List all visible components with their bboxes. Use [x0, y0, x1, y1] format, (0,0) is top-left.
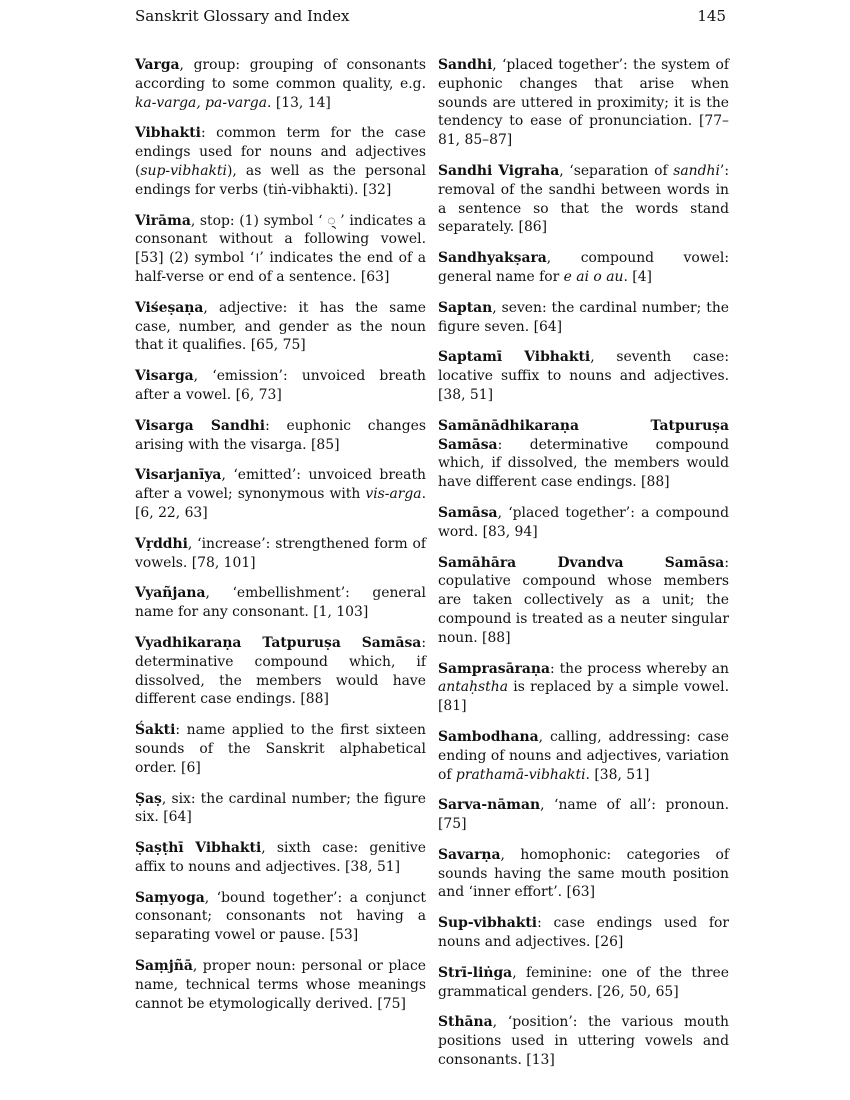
- glossary-term: Sandhi: [438, 57, 493, 73]
- glossary-term: Vyadhikaraṇa Tatpuruṣa Samāsa: [135, 634, 422, 651]
- glossary-term: Visarga: [135, 368, 194, 385]
- glossary-term: Samprasāraṇa: [438, 660, 551, 677]
- glossary-definition: , ‘separation of: [559, 162, 674, 179]
- glossary-entry: [135, 634, 426, 709]
- glossary-entry: [135, 790, 426, 828]
- running-title: Sanskrit Glossary and Index: [135, 7, 350, 25]
- glossary-entry: [135, 839, 426, 877]
- glossary-entry: [438, 417, 729, 492]
- glossary-term: Virāma: [135, 212, 191, 229]
- glossary-term: Sambodhana: [438, 728, 539, 745]
- glossary-italic-term: sup-vibhakti: [140, 162, 227, 179]
- glossary-definition-tail: . [13, 14]: [266, 94, 331, 111]
- glossary-definition: , calling, addressing: case ending of nouns and adjectives, variation of: [438, 728, 729, 783]
- glossary-entry: [135, 212, 426, 287]
- glossary-definition: : common term for the case endings used for nouns and adjectives (: [135, 125, 426, 179]
- glossary-definition: , feminine: one of the three grammatical genders. [26, 50, 65]: [438, 964, 729, 1000]
- glossary-column-left: [135, 56, 426, 1025]
- glossary-definition: , sixth case: genitive affix to nouns and adjectives. [38, 51]: [135, 840, 427, 875]
- glossary-column-right: [438, 56, 729, 1082]
- glossary-entry: [135, 535, 426, 573]
- glossary-definition: : the process whereby an: [550, 660, 729, 677]
- glossary-definition: : determinative compound which, if dissolved, the members would have different case endings. [88]: [438, 436, 729, 491]
- glossary-term: Saṃyoga: [135, 889, 205, 906]
- glossary-definition: , ‘placed together’: a compound word. [83, 94]: [438, 504, 729, 540]
- glossary-definition: , ‘position’: the various mouth positions used in uttering vowels and consonants. [13]: [438, 1014, 729, 1069]
- glossary-definition: , ‘placed together’: the system of euphonic changes that arise when sounds are uttered in proximity; it is the tendency to ease of pronunciation. [77–81, 85–87]: [438, 57, 729, 149]
- page-header: [135, 7, 726, 29]
- glossary-definition: , ‘bound together’: a conjunct consonant; consonants not having a separating vowel or pause. [53]: [135, 889, 426, 944]
- glossary-entry: [438, 660, 729, 716]
- glossary-term: Saptan: [438, 299, 493, 316]
- glossary-entry: [135, 56, 426, 112]
- glossary-term: Ṣaṣṭhī Vibhakti: [135, 840, 262, 857]
- glossary-term: Śakti: [135, 722, 176, 739]
- glossary-definition-tail: is replaced by a simple vowel. [81]: [438, 679, 729, 715]
- glossary-term: Sarva-nāman: [438, 797, 541, 814]
- glossary-entry: [438, 56, 729, 150]
- glossary-entry: [135, 584, 426, 622]
- glossary-definition: , seventh case: locative suffix to nouns and adjectives. [38, 51]: [438, 349, 729, 403]
- glossary-term: Vṛddhi: [135, 535, 188, 552]
- glossary-definition: , ‘name of all’: pronoun. [75]: [438, 797, 729, 833]
- glossary-term: Viśeṣaṇa: [135, 299, 204, 316]
- glossary-entry: [438, 728, 729, 784]
- glossary-term: Samāsa: [438, 504, 498, 521]
- glossary-entry: [438, 914, 729, 952]
- glossary-italic-term: prathamā-vibhakti: [455, 766, 586, 783]
- glossary-entry: [438, 554, 729, 648]
- glossary-term: Vyañjana: [135, 585, 206, 602]
- glossary-term: Strī-liṅga: [438, 964, 513, 981]
- glossary-entry: [438, 249, 729, 287]
- glossary-definition-tail: ’: removal of the sandhi between words in a sentence so that the words stand separately. [86]: [438, 162, 730, 236]
- glossary-definition: : case endings used for nouns and adjectives. [26]: [438, 915, 729, 951]
- glossary-entry: [135, 957, 426, 1013]
- glossary-definition: : name applied to the first sixteen sounds of the Sanskrit alphabetical order. [6]: [135, 722, 426, 776]
- glossary-term: Visarjanīya: [135, 467, 222, 484]
- glossary-italic-term: ka-varga, pa-varga: [135, 94, 267, 111]
- glossary-definition: : copulative compound whose members are taken collectively as a unit; the compound is treated as a neuter singular noun. [88]: [438, 554, 729, 646]
- glossary-definition: , ‘emission’: unvoiced breath after a vowel. [6, 73]: [135, 368, 426, 403]
- glossary-definition: , homophonic: categories of sounds having the same mouth position and ‘inner effort’. [63]: [438, 846, 729, 901]
- glossary-term: Savarṇa: [438, 846, 501, 863]
- glossary-italic-term: antaḥstha: [438, 679, 508, 696]
- glossary-definition: : determinative compound which, if dissolved, the members would have different case endings. [88]: [135, 634, 426, 708]
- glossary-term: Sandhi Vigraha: [438, 162, 560, 179]
- glossary-entry: [438, 162, 729, 237]
- glossary-entry: [135, 299, 426, 355]
- glossary-term: Saṃjñā: [135, 958, 193, 975]
- glossary-definition: , seven: the cardinal number; the figure seven. [64]: [438, 299, 729, 335]
- glossary-definition: , proper noun: personal or place name, technical terms whose meanings cannot be etymologically derived. [75]: [135, 958, 426, 1012]
- glossary-term: Sandhyakṣara: [438, 250, 547, 267]
- glossary-entry: [135, 367, 426, 405]
- glossary-italic-term: sandhi: [673, 162, 720, 179]
- glossary-entry: [438, 1013, 729, 1069]
- glossary-definition: , ‘embellishment’: general name for any consonant. [1, 103]: [135, 585, 426, 621]
- glossary-term: Saptamī Vibhakti: [438, 349, 591, 366]
- glossary-definition: , ‘emitted’: unvoiced breath after a vowel; synonymous with: [135, 467, 426, 503]
- glossary-entry: [438, 796, 729, 834]
- glossary-entry: [438, 348, 729, 404]
- glossary-term: Sthāna: [438, 1014, 493, 1031]
- glossary-term: Sup-vibhakti: [438, 915, 538, 932]
- glossary-definition-tail: . [4]: [623, 268, 652, 285]
- glossary-term: Samānādhikaraṇa Tatpuruṣa Samāsa: [438, 417, 729, 453]
- glossary-entry: [438, 299, 729, 337]
- glossary-entry: [135, 466, 426, 522]
- glossary-italic-term: e ai o au: [563, 268, 624, 285]
- glossary-entry: [135, 889, 426, 945]
- glossary-definition-tail: . [38, 51]: [585, 766, 650, 783]
- glossary-entry: [438, 504, 729, 542]
- glossary-definition: , stop: (1) symbol ‘ ् ’ indicates a consonant without a following vowel. [53] (2) symbol ‘।’ indicates the end of a half-verse or end of a sentence. [63]: [135, 212, 426, 285]
- glossary-italic-term: vis-arga: [365, 486, 422, 503]
- glossary-definition-tail: ), as well as the personal endings for verbs (tiṅ-vibhakti). [32]: [135, 162, 426, 198]
- glossary-term: Ṣaṣ: [135, 790, 162, 807]
- glossary-entry: [135, 417, 426, 455]
- glossary-definition: , adjective: it has the same case, number, and gender as the noun that it qualifies. [65, 75]: [135, 299, 426, 354]
- glossary-entry: [135, 721, 426, 777]
- glossary-entry: [438, 846, 729, 902]
- glossary-definition: , ‘increase’: strengthened form of vowels. [78, 101]: [135, 535, 426, 571]
- glossary-entry: [135, 124, 426, 199]
- glossary-term: Varga: [135, 57, 180, 73]
- glossary-definition-tail: . [6, 22, 63]: [135, 486, 426, 521]
- page-number: 145: [697, 7, 726, 25]
- glossary-term: Samāhāra Dvandva Samāsa: [438, 554, 725, 571]
- glossary-definition: , group: grouping of consonants according to some common quality, e.g.: [135, 57, 426, 92]
- glossary-term: Visarga Sandhi: [135, 417, 266, 434]
- glossary-definition: , six: the cardinal number; the figure six. [64]: [135, 790, 426, 826]
- glossary-term: Vibhakti: [135, 125, 201, 142]
- glossary-entry: [438, 964, 729, 1002]
- glossary-definition: : euphonic changes arising with the visarga. [85]: [135, 417, 426, 453]
- glossary-definition: , compound vowel: general name for: [438, 250, 729, 285]
